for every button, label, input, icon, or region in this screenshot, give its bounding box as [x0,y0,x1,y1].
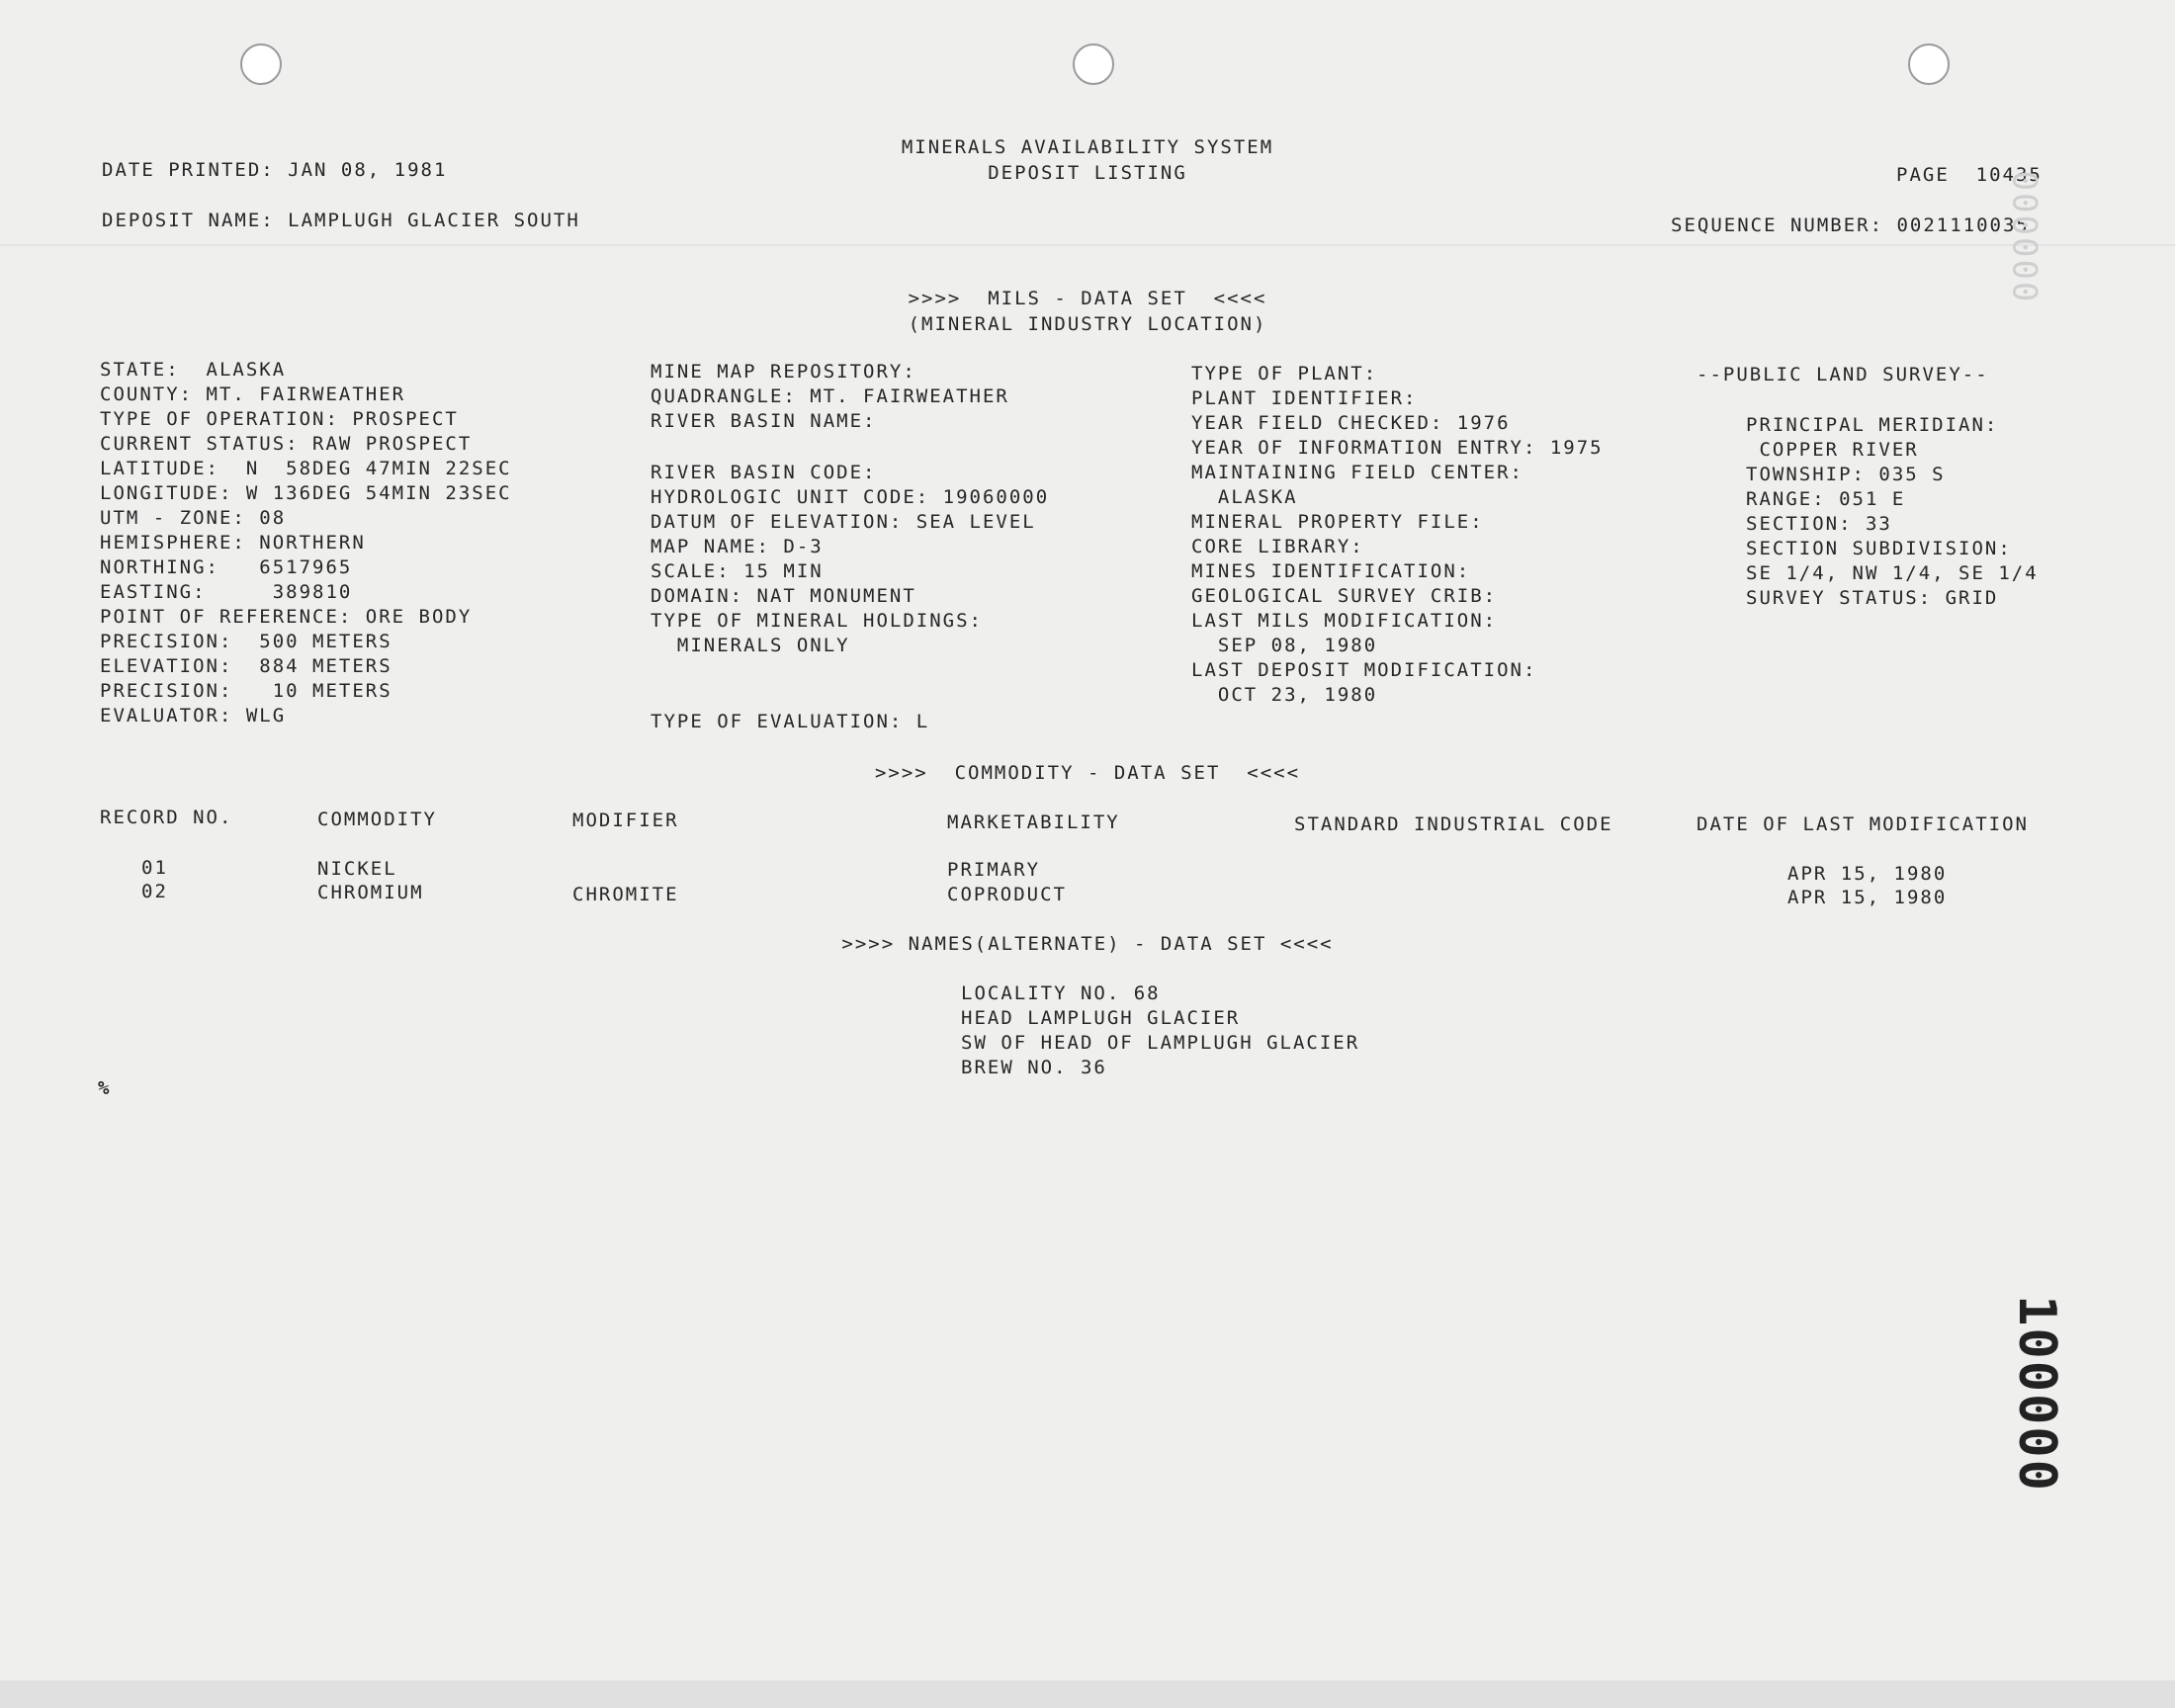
header-sic: STANDARD INDUSTRIAL CODE [1294,813,1613,835]
record-no-cell: 02 [141,881,168,902]
section-subdivision-field: SECTION SUBDIVISION: [1746,538,2012,559]
geological-survey-crib-field: GEOLOGICAL SURVEY CRIB: [1191,585,1498,607]
elevation-precision-field: PRECISION: 10 METERS [100,680,392,702]
last-deposit-modification-field: LAST DEPOSIT MODIFICATION: [1191,659,1537,681]
marketability-cell: COPRODUCT [947,884,1067,905]
punch-hole-center [1073,43,1114,85]
deposit-name: DEPOSIT NAME: LAMPLUGH GLACIER SOUTH [102,210,580,231]
list-item: SW OF HEAD OF LAMPLUGH GLACIER [961,1032,1360,1054]
faint-number-stamp: 000000 [2004,170,2044,304]
commodity-cell: NICKEL [317,858,397,880]
date-mod-cell: APR 15, 1980 [1787,863,1948,885]
core-library-field: CORE LIBRARY: [1191,536,1364,557]
field-center-value: ALASKA [1191,486,1298,508]
public-land-survey-title: --PUBLIC LAND SURVEY-- [1696,364,1989,385]
mils-column-map-a [651,360,1009,434]
listing-title: DEPOSIT LISTING [988,162,1187,184]
range-field: RANGE: 051 E [1746,488,1906,510]
commodity-title: >>>> COMMODITY - DATA SET <<<< [874,762,1301,784]
list-item: BREW NO. 36 [961,1057,1107,1078]
type-of-evaluation-field: TYPE OF EVALUATION: L [651,711,930,732]
field-center-field: MAINTAINING FIELD CENTER: [1191,462,1523,483]
header-record-no: RECORD NO. [100,807,233,828]
hemisphere-field: HEMISPHERE: NORTHERN [100,532,366,554]
northing-field: NORTHING: 6517965 [100,556,353,578]
mils-title: >>>> MILS - DATA SET <<<< [908,288,1267,309]
datum-of-elevation-field: DATUM OF ELEVATION: SEA LEVEL [651,511,1036,533]
mils-column-map-b [651,461,1049,658]
longitude-field: LONGITUDE: W 136DEG 54MIN 23SEC [100,482,512,504]
mines-identification-field: MINES IDENTIFICATION: [1191,560,1471,582]
township-field: TOWNSHIP: 035 S [1746,464,1946,485]
survey-status-field: SURVEY STATUS: GRID [1746,587,1999,609]
point-of-reference-field: POINT OF REFERENCE: ORE BODY [100,606,473,628]
mils-column-location [100,358,512,728]
quadrangle-field: QUADRANGLE: MT. FAIRWEATHER [651,385,1009,407]
header-modifier: MODIFIER [572,810,679,831]
sequence-number: SEQUENCE NUMBER: 0021110035 [1671,214,2030,236]
mils-column-plant [1191,362,1604,708]
easting-field: EASTING: 389810 [100,581,353,603]
page-number: PAGE 10435 [1896,164,2043,186]
county-field: COUNTY: MT. FAIRWEATHER [100,384,406,405]
date-printed: DATE PRINTED: JAN 08, 1981 [102,159,448,181]
mils-subtitle: (MINERAL INDUSTRY LOCATION) [908,313,1267,335]
plant-identifier-field: PLANT IDENTIFIER: [1191,387,1418,409]
river-basin-code-field: RIVER BASIN CODE: [651,462,877,483]
domain-field: DOMAIN: NAT MONUMENT [651,585,916,607]
year-field-checked-field: YEAR FIELD CHECKED: 1976 [1191,412,1511,434]
header-date-last-modification: DATE OF LAST MODIFICATION [1696,813,2029,835]
modifier-cell: CHROMITE [572,884,679,905]
system-title: MINERALS AVAILABILITY SYSTEM [901,136,1274,158]
year-of-entry-field: YEAR OF INFORMATION ENTRY: 1975 [1191,437,1604,459]
precision-field: PRECISION: 500 METERS [100,631,392,652]
type-of-plant-field: TYPE OF PLANT: [1191,363,1378,384]
elevation-field: ELEVATION: 884 METERS [100,655,392,677]
state-field: STATE: ALASKA [100,359,287,381]
operation-type-field: TYPE OF OPERATION: PROSPECT [100,408,459,430]
current-status-field: CURRENT STATUS: RAW PROSPECT [100,433,473,455]
header-marketability: MARKETABILITY [947,811,1120,833]
punch-hole-right [1908,43,1950,85]
section-subdivision-value: SE 1/4, NW 1/4, SE 1/4 [1746,562,2039,584]
header-commodity: COMMODITY [317,809,437,830]
end-marker: % [98,1077,112,1099]
list-item: HEAD LAMPLUGH GLACIER [961,1007,1241,1029]
principal-meridian-field: PRINCIPAL MERIDIAN: [1746,414,1999,436]
alternate-names-list [961,982,1359,1080]
page-number-stamp: 100000 [2006,1295,2066,1493]
scale-field: SCALE: 15 MIN [651,560,824,582]
fold-line [0,244,2175,246]
mineral-property-file-field: MINERAL PROPERTY FILE: [1191,511,1484,533]
mine-map-repository-field: MINE MAP REPOSITORY: [651,361,916,383]
hydrologic-unit-code-field: HYDROLOGIC UNIT CODE: 19060000 [651,486,1050,508]
latitude-field: LATITUDE: N 58DEG 47MIN 22SEC [100,458,512,479]
river-basin-name-field: RIVER BASIN NAME: [651,410,877,432]
marketability-cell: PRIMARY [947,859,1041,881]
utm-zone-field: UTM - ZONE: 08 [100,507,287,529]
record-no-cell: 01 [141,857,168,879]
last-deposit-modification-value: OCT 23, 1980 [1191,684,1378,706]
map-name-field: MAP NAME: D-3 [651,536,824,557]
punch-hole-left [240,43,282,85]
commodity-cell: CHROMIUM [317,882,424,903]
list-item: LOCALITY NO. 68 [961,982,1161,1004]
evaluator-field: EVALUATOR: WLG [100,705,287,726]
date-mod-cell: APR 15, 1980 [1787,887,1948,908]
names-title: >>>> NAMES(ALTERNATE) - DATA SET <<<< [841,933,1334,955]
principal-meridian-value: COPPER RIVER [1746,439,1919,461]
section-field: SECTION: 33 [1746,513,1892,535]
mineral-holdings-field: TYPE OF MINERAL HOLDINGS: [651,610,983,632]
last-mils-modification-value: SEP 08, 1980 [1191,635,1378,656]
mineral-holdings-value: MINERALS ONLY [651,635,850,656]
last-mils-modification-field: LAST MILS MODIFICATION: [1191,610,1498,632]
public-land-survey-column [1746,413,2039,611]
